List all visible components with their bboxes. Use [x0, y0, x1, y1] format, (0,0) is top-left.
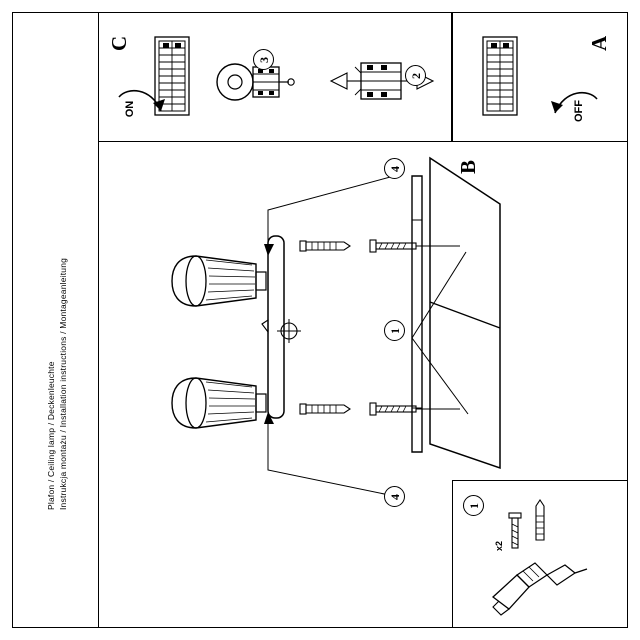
hardware-panel [452, 480, 628, 628]
left-text-strip [12, 12, 98, 628]
step3-mount-icon [209, 53, 295, 111]
fuse-box-icon [471, 31, 531, 123]
step-callout-4-top: 4 [384, 158, 405, 179]
panel-a-arrow-icon [549, 83, 603, 123]
panel-a [452, 12, 628, 142]
panel-c [98, 12, 452, 142]
step-callout-2: 2 [405, 65, 426, 86]
step-callout-4-bottom: 4 [384, 486, 405, 507]
screwdriver-icon [483, 557, 593, 621]
side-text-line2: Plafon / Ceiling lamp / Deckenleuchte [46, 361, 56, 510]
step-callout-3: 3 [253, 49, 274, 70]
panel-b-letter: B [456, 159, 480, 174]
panel-a-letter: A [587, 35, 611, 51]
alignment-marker-icon [276, 318, 302, 344]
side-text-line1: Instrukcja montażu / Installation instructions / Montageanleitung [58, 257, 68, 510]
hardware-fixings-icon [501, 489, 561, 551]
leader-line-step1 [394, 242, 504, 432]
step-callout-1-hardware: 1 [463, 495, 484, 516]
panel-c-arrow-icon [113, 81, 167, 121]
panel-c-state-label: ON [124, 100, 136, 118]
hardware-quantity-label: x2 [494, 541, 504, 552]
panel-a-state-label: OFF [573, 100, 585, 122]
step-callout-1-main: 1 [384, 320, 405, 341]
panel-c-letter: C [107, 35, 131, 51]
panel-b [98, 142, 628, 500]
